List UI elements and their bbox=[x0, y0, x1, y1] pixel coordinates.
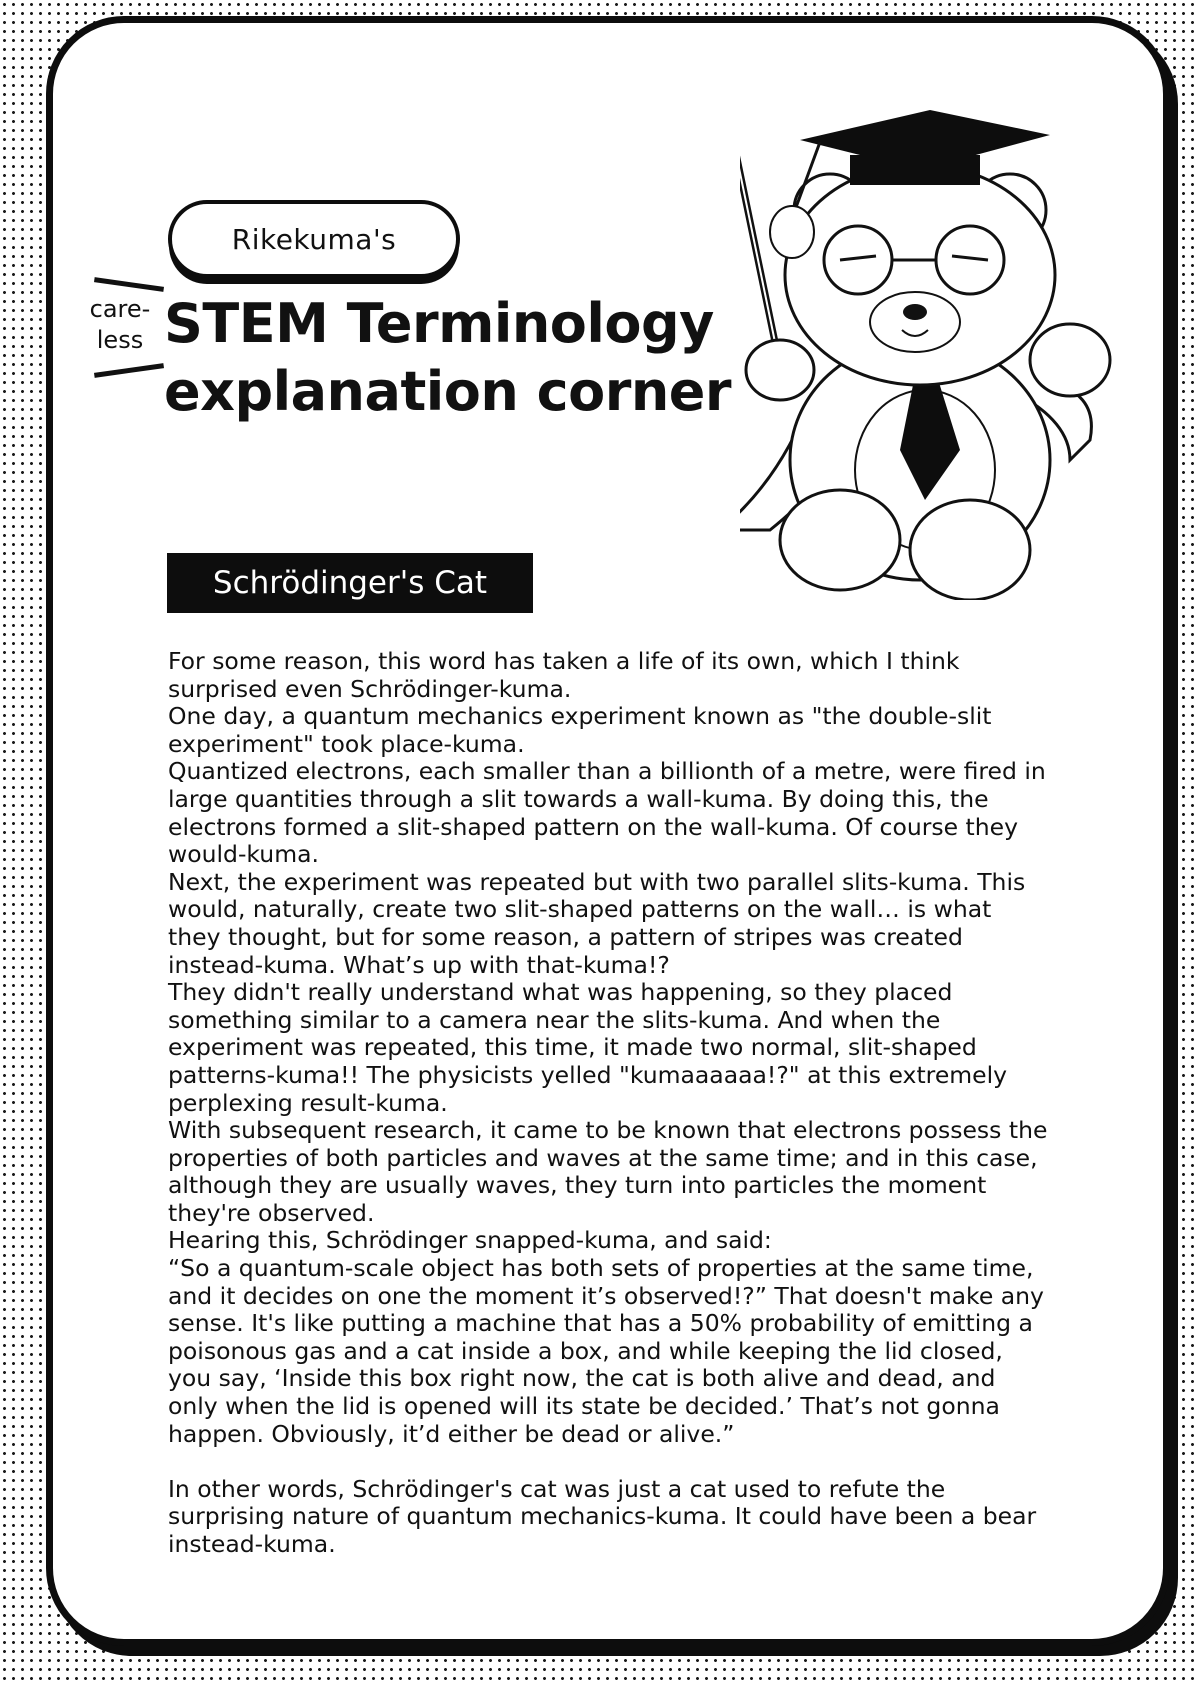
paragraph: Next, the experiment was repeated but with two parallel slits-kuma. This would, naturally, create two slit-shaped patterns on the wall… is what they thought, but for some reason, a pattern of stripes was created instead-kuma. What’s up with that-kuma!? bbox=[168, 867, 1026, 979]
series-cloud-banner bbox=[168, 200, 460, 278]
explanation-text bbox=[168, 648, 1048, 1559]
paragraph: One day, a quantum mechanics experiment known as "the double-slit experiment" took place-kuma. bbox=[168, 702, 992, 758]
paragraph: In other words, Schrödinger's cat was just a cat used to refute the surprising nature of quantum mechanics-kuma. It could have been a bear instead-kuma. bbox=[168, 1474, 1037, 1558]
bear-arm-left bbox=[746, 340, 814, 400]
term-heading bbox=[167, 553, 533, 613]
paragraph: They didn't really understand what was happening, so they placed something similar to a camera near the slits-kuma. And when the experiment was repeated, this time, it made two normal, slit-shaped patterns-kuma!! The physicists yelled "kumaaaaaa!?" at this extremely perplexing result-kuma. bbox=[168, 978, 1008, 1117]
title-line-2: explanation corner bbox=[164, 360, 732, 423]
paragraph: With subsequent research, it came to be known that electrons possess the properties of both particles and waves at the same time; and in this case, although they are usually waves, they turn into particles the moment they're observed. bbox=[168, 1116, 1048, 1227]
series-label: Rikekuma's bbox=[231, 222, 397, 256]
page-title bbox=[164, 290, 731, 426]
paragraph: Hearing this, Schrödinger snapped-kuma, and said: bbox=[168, 1226, 772, 1255]
careless-top: care- bbox=[89, 295, 151, 323]
title-line-1: STEM Terminology bbox=[164, 292, 714, 355]
paragraph: Quantized electrons, each smaller than a billionth of a metre, were fired in large quantities through a slit towards a wall-kuma. By doing this, the electrons formed a slit-shaped pattern on the wall-kuma. Of course they would-kuma. bbox=[168, 757, 1046, 869]
careless-label bbox=[80, 294, 160, 356]
bear-foot-right bbox=[910, 500, 1030, 600]
bear-foot-left bbox=[780, 490, 900, 590]
paragraph: For some reason, this word has taken a life of its own, which I think surprised even Schrödinger-kuma. bbox=[168, 647, 960, 703]
professor-bear-illustration bbox=[740, 60, 1120, 600]
term-label: Schrödinger's Cat bbox=[212, 565, 488, 601]
bear-muzzle bbox=[870, 292, 960, 352]
careless-bottom: less bbox=[96, 326, 144, 354]
paragraph: “So a quantum-scale object has both sets of properties at the same time, and it decides on one the moment it’s observed!?” That doesn't make any sense. It's like putting a machine that has a 50% probability of emitting a poisonous gas and a cat inside a box, and while keeping the lid closed, you say, ‘Inside this box right now, the cat is both alive and dead, and only when the lid is opened will its state be decided.’ That’s not gonna happen. Obviously, it’d either be dead or alive.” bbox=[168, 1254, 1044, 1448]
bear-arm-right bbox=[1030, 324, 1110, 396]
